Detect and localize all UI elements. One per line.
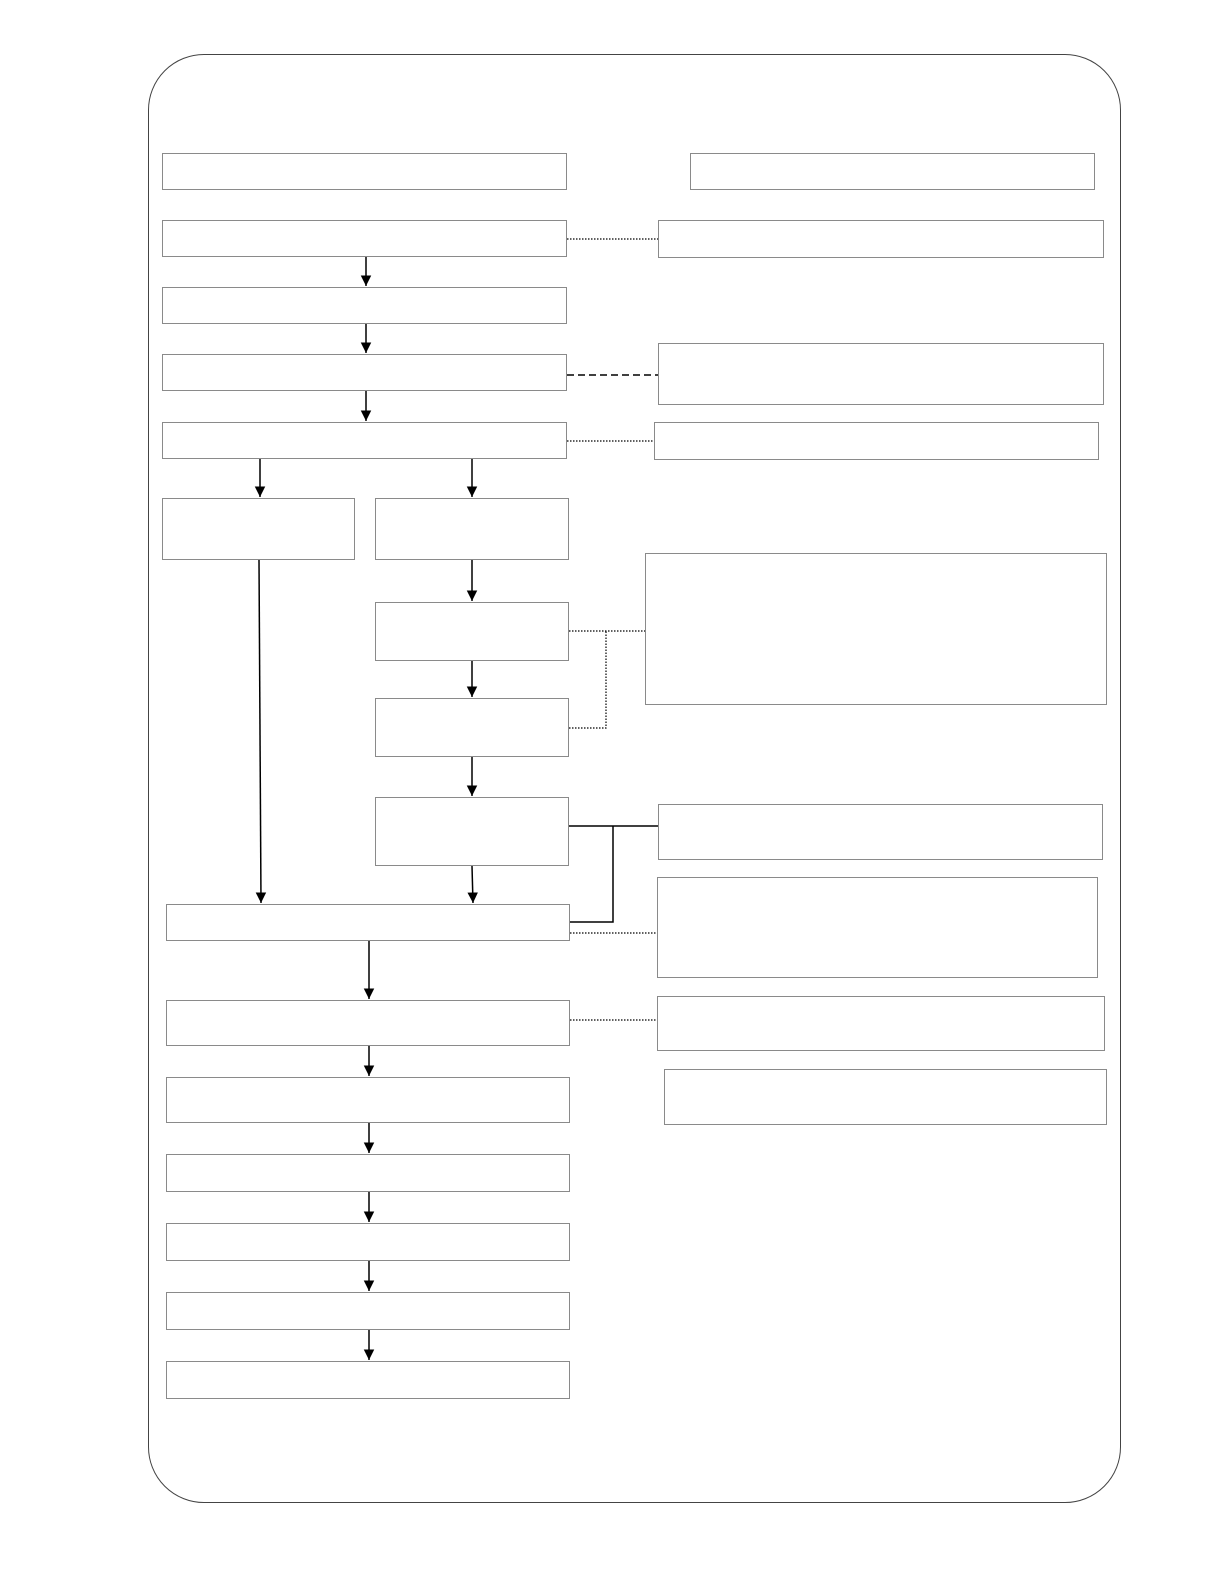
arrow-right-to-merge (472, 866, 473, 903)
solid-link-5b (570, 826, 613, 922)
arrow-left-to-merge (259, 560, 261, 903)
footer-strip (0, 1572, 1225, 1585)
dotted-link-4b (569, 631, 606, 728)
